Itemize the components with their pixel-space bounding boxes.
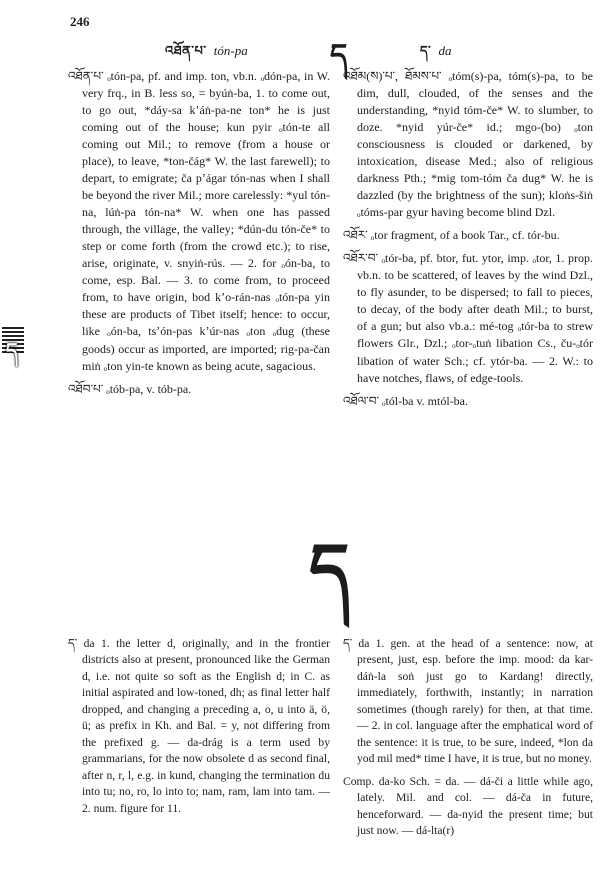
entry-tor-ba: འཐོར་བ་ ₒtór-ba, pf. btor, fut. ytor, imp. ₒtor, 1. prop. vb.n. to be scattered, of leaves by the wind Dzl., to fly asunder, to be dispersed; to fall to pieces, to decay, of the body after death Mil.; to burst, of a gun; but also vb.a.: mé-tog ₒtór-ba to strew flowers Glr., Dzl.; ₒtor-ₒtuṅ libation Cs., ču-ₒtór libation of water Sch.; cf. ytór-ba. — 2. W.: to have notches, flaws, of edge-tools. <box>343 251 593 385</box>
entry-da-compounds: Comp. da-ko Sch. = da. — dá-či a little while ago, lately. Mil. and col. — dá-ča in future, henceforward. — da-nyid the present time; but just now. — dá-lta(r) <box>343 774 593 837</box>
entry-tom-pa: འཐོམ(ས)་པ་, ཐོམས་པ་ ₒtóm(s)-pa, tóm(s)-pa, to be dim, dull, clouded, of the senses and the understanding, *nyid tóm-če* W. to slumber, to doze. *nyid yúr-če* id.; mgo-(bo) ₒton consciousness is clouded or darkened, by intoxication, disease Med.; also of religious darkness Pth.; *mig tom-tóm ča dug* W. he is dazzled (by the brightness of the sun); kloṅs-šiṅ ₒtóms-par gyur having become blind Dzl. <box>343 69 593 220</box>
page-number: 246 <box>70 14 90 29</box>
entry-da-adverb: ད་ da 1. gen. at the head of a sentence: now, at present, just, esp. before the imp. mood: da kar-dáṅ-la soṅ just go to Kardang! directly, immediately, forthwith, instantly; in narration sometimes (though rarely) for then, at that time. — 2. in col. language after the emphatical word of the sentence: it is true, to be sure, indeed, *lon da yod mil med* time I have, it is true, but no money. <box>343 637 593 766</box>
running-head-right-translit: da <box>438 43 452 58</box>
entry-tol-ba: འཐོལ་བ་ ₒtól-ba v. mtól-ba. <box>343 393 469 408</box>
running-head-left-translit: tón-pa <box>213 43 248 58</box>
top-left-column <box>68 68 330 398</box>
running-head-center-letter: ད <box>330 39 348 72</box>
running-head-left-tibetan: འཐོན་པ་ <box>165 43 207 58</box>
entry-da-letter: ད་ da 1. the letter d, originally, and in the frontier districts also at present, pronounced like the German d, i.e. not quite so soft as the English d; in C. as initial aspirated and low-toned, dh; as final letter half dropped, and changing a preceding a, o, u into ä, ö, ü; as prefix in Kh. and Bal. = y, not differing from the prefixed g. — da-drág is a term used by grammarians, for the now obsolete d as second final, after n, r, l, e.g. in kund, changing the termination du into tu; no, ro, lo into to; nam, ram, lam into tam. — 2. num. figure for 11. <box>68 637 330 815</box>
running-head-right-tibetan: ད་ <box>420 43 432 58</box>
entry-tob-pa: འཐོབ་པ་ ₒtób-pa, v. tób-pa. <box>68 381 192 396</box>
entry-ton-pa: འཐོན་པ་ ₒtón-pa, pf. and imp. ton, vb.n. ₒdón-pa, in W. very frq., in B. less so, = byúṅ-ba, 1. to come out, to go out, *dáy-sa kʼáṅ-pa-ne ton* he is just coming out of the house; kun pyir ₒtón-te all coming out Mil.; to remove (from a house or place), to leave, *ton-čág* W. the last farewell); to depart, to emigrate; ča pʼágar tón-nas when I shall be beyond the river Mil.; more carelessly: *yul tón-na, lúṅ-pa tón-na* W. when one has passed through, the village, the valley; *dún-du tón-če* to step or come forth (from the crowd etc.); to rise, arise, originate, v. snyiṅ-rús. — 2. for ₒón-ba, to come, esp. Bal. — 3. to come from, to proceed from, to have origin, bod kʼo-rán-nas ₒtón-pa yin these are products of Tibet itself; hence: to occur, like ₒón-ba, tsʼón-pas kʼúr-nas ₒton ₒdug (these goods) occur as imported, are imported; rig-pa-čan miṅ ₒton yin-te known as being acute, sagacious. <box>68 69 330 373</box>
thumb-index-letter: ད <box>6 340 18 362</box>
bottom-right-column <box>343 636 593 839</box>
top-right-column <box>343 68 593 410</box>
thumb-index-tab <box>2 327 24 362</box>
section-letter-heading: ད <box>309 532 350 609</box>
entry-tor: འཐོར་ ₒtor fragment, of a book Tar., cf. tór-bu. <box>343 228 560 243</box>
bottom-left-column <box>68 636 330 817</box>
